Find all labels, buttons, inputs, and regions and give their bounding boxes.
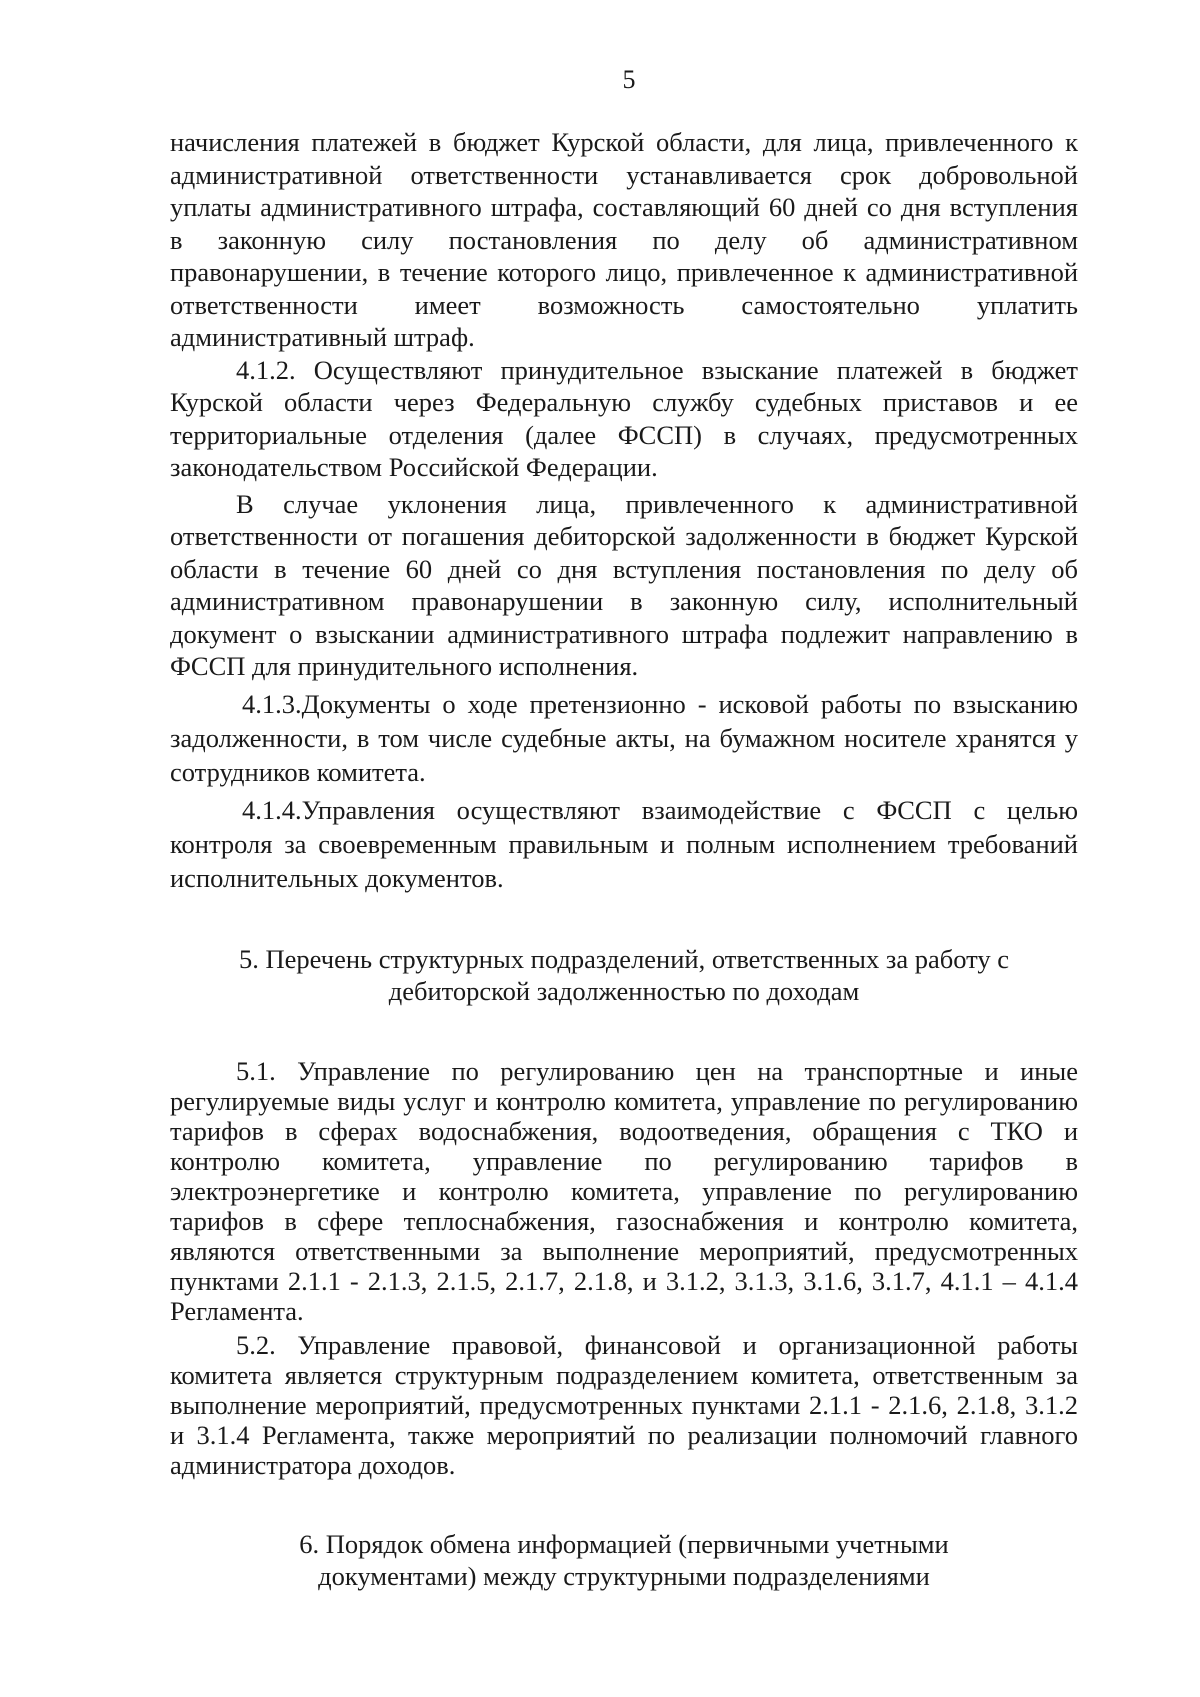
- paragraph-4-1-4: 4.1.4.Управления осуществляют взаимодействие с ФССП с целью контроля за своевременным правильным и полным исполнением требований исполнительных документов.: [170, 794, 1078, 893]
- paragraph-5-1: 5.1. Управление по регулированию цен на транспортные и иные регулируемые виды услуг и контролю комитета, управление по регулированию тарифов в сферах водоснабжения, водоотведения, обращения с ТКО и контролю комитета, управление по регулированию тарифов в электроэнергетике и контролю комитета, управление по регулированию тарифов в сфере теплоснабжения, газоснабжения и контролю комитета, являются ответственными за выполнение мероприятий, предусмотренных пунктами 2.1.1 - 2.1.3, 2.1.5, 2.1.7, 2.1.8, и 3.1.2, 3.1.3, 3.1.6, 3.1.7, 4.1.1 – 4.1.4 Регламента.: [170, 1055, 1078, 1326]
- section-6-heading: [170, 1528, 1078, 1593]
- section-5-heading: [170, 943, 1078, 1008]
- paragraph-continuation: начисления платежей в бюджет Курской области, для лица, привлеченного к административной ответственности устанавливается срок добровольной уплаты административного штрафа, составляющий 60 дней со дня вступления в законную силу постановления по делу об административном правонарушении, в течение которого лицо, привлеченное к административной ответственности имеет возможность самостоятельно уплатить административный штраф.: [170, 127, 1078, 352]
- paragraph-evasion: В случае уклонения лица, привлеченного к административной ответственности от погашения дебиторской задолженности в бюджет Курской области в течение 60 дней со дня вступления постановления по делу об административном правонарушении в законную силу, исполнительный документ о взыскании административного штрафа подлежит направлению в ФССП для принудительного исполнения.: [170, 488, 1078, 681]
- document-page: [170, 64, 1078, 1593]
- paragraph-4-1-2: 4.1.2. Осуществляют принудительное взыскание платежей в бюджет Курской области через Федеральную службу судебных приставов и ее территориальные отделения (далее ФССП) в случаях, предусмотренных законодательством Российской Федерации.: [170, 354, 1078, 482]
- section-6-heading-line2: документами) между структурными подразделениями: [318, 1561, 930, 1591]
- section-5-heading-line1: 5. Перечень структурных подразделений, ответственных за работу с: [239, 943, 1009, 974]
- page-number: 5: [622, 65, 636, 94]
- section-6-heading-line1: 6. Порядок обмена информацией (первичными учетными: [299, 1528, 949, 1559]
- paragraph-5-2: 5.2. Управление правовой, финансовой и организационной работы комитета является структурным подразделением комитета, ответственным за выполнение мероприятий, предусмотренных пунктами 2.1.1 - 2.1.6, 2.1.8, 3.1.2 и 3.1.4 Регламента, также мероприятий по реализации полномочий главного администратора доходов.: [170, 1329, 1078, 1480]
- section-5-heading-line2: дебиторской задолженностью по доходам: [388, 976, 860, 1006]
- paragraph-4-1-3: 4.1.3.Документы о ходе претензионно - исковой работы по взысканию задолженности, в том числе судебные акты, на бумажном носителе хранятся у сотрудников комитета.: [170, 688, 1078, 787]
